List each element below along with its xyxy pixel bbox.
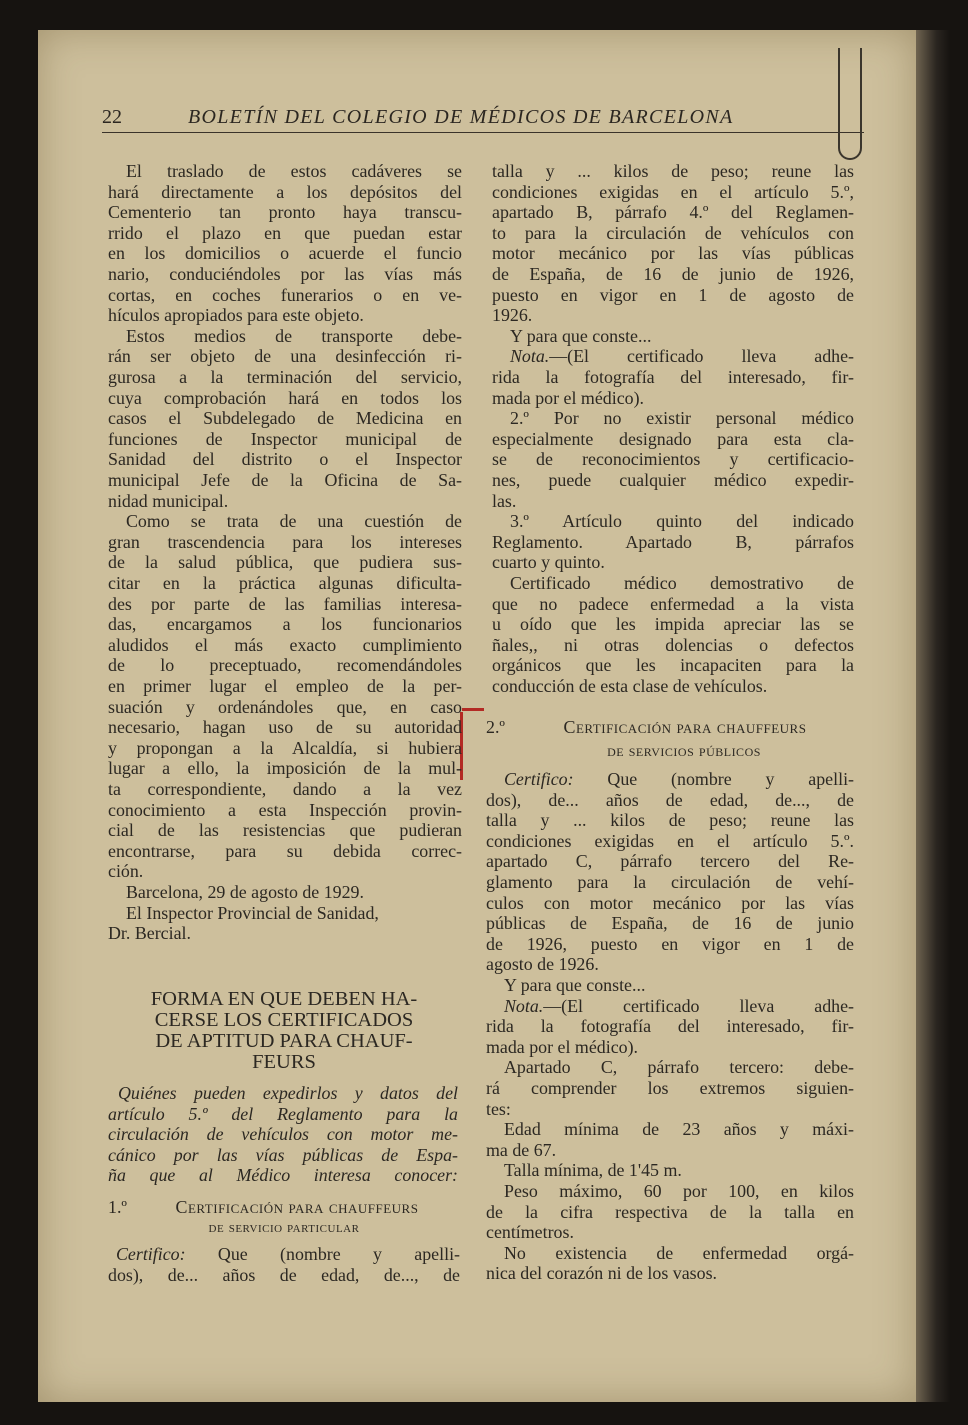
heading-line: DE APTITUD PARA CHAUF- <box>155 1030 413 1052</box>
page-number: 22 <box>102 106 122 128</box>
text-line: ñales,, ni otras dolencias o defectos <box>492 634 854 655</box>
text-line: puesto en vigor en 1 de agosto de <box>492 284 854 305</box>
heading-line: FORMA EN QUE DEBEN HA- <box>150 988 418 1010</box>
text-line: agosto de 1926. <box>486 954 599 975</box>
text-line: especialmente designado para esta cla- <box>492 428 854 449</box>
text-line: Como se trata de una cuestión de <box>126 511 462 532</box>
text-line: citar en la práctica algunas dificulta- <box>108 573 462 593</box>
heading-line: CERSE LOS CERTIFICADOS <box>154 1009 414 1031</box>
text-line: No existencia de enfermedad orgá- <box>504 1242 854 1263</box>
text-line: rrido el plazo en que puedan estar <box>108 222 462 243</box>
text-line: municipal Jefe de la Oficina de Sa- <box>108 470 462 490</box>
binding-edge <box>916 30 950 1402</box>
text-line: El Inspector Provincial de Sanidad, <box>126 902 379 923</box>
intro-line: cánico por las vías públicas de Espa- <box>108 1144 458 1165</box>
text-line: orgánicos que les incapaciten para la <box>492 655 854 676</box>
text-line: ma de 67. <box>486 1139 557 1160</box>
text-line: Y para que conste... <box>510 325 652 346</box>
text-line: Y para que conste... <box>504 975 646 995</box>
text-line: u oído que les impida apreciar las se <box>492 614 854 635</box>
text-line: Barcelona, 29 de agosto de 1929. <box>126 882 364 902</box>
text-line: condiciones exigidas en el artículo 5.º. <box>486 830 854 851</box>
pencil-mark <box>838 48 862 160</box>
text-line: que no padece enfermedad a la vista <box>492 593 854 614</box>
text-line: cial de las resistencias que pudieran <box>108 820 462 841</box>
text-line: se de reconocimientos y certificacio- <box>492 449 854 470</box>
text-line: talla y ... kilos de peso; reune las <box>486 810 854 831</box>
text-line: cortas, en coches funerarios o en ve- <box>108 284 462 305</box>
text-line: en los domicilios o acuerde el funcio <box>108 243 462 264</box>
text-line: nidad municipal. <box>108 490 229 511</box>
text-line: encontrarse, para su debida correc- <box>108 840 462 861</box>
section-2-title: Certificación para chauffeurs <box>563 717 807 737</box>
text-line: nes, puede cualquier médico expedir- <box>492 470 854 490</box>
text-line: funciones de Inspector municipal de <box>108 428 462 449</box>
text-line: motor mecánico por las vías públicas <box>492 243 854 264</box>
text-line: El traslado de estos cadáveres se <box>126 161 462 181</box>
intro-line: ña que al Médico interesa conocer: <box>108 1165 458 1186</box>
text-line: rá comprender los extremos siguien- <box>486 1078 854 1098</box>
text-line: de lo preceptuado, recomendándoles <box>108 655 462 676</box>
text-line: de 1926, puesto en vigor en 1 de <box>486 933 854 954</box>
intro-line: artículo 5.º del Reglamento para la <box>108 1103 458 1124</box>
text-line: de la cifra respectiva de la talla en <box>486 1201 854 1222</box>
text-line: rán ser objeto de una desinfección ri- <box>108 346 462 367</box>
text-line: dos), de... años de edad, de..., de <box>108 1265 460 1285</box>
journal-title: BOLETÍN DEL COLEGIO DE MÉDICOS DE BARCELONA <box>188 106 734 128</box>
text-line: Peso máximo, 60 por 100, en kilos <box>504 1181 854 1201</box>
text-line: glamento para la circulación de vehí- <box>486 872 854 892</box>
text-line: apartado C, párrafo tercero del Re- <box>486 851 854 872</box>
header-rule <box>102 132 864 133</box>
text-line: 1926. <box>492 305 533 326</box>
text-line: hará directamente a los depósitos del <box>108 181 462 202</box>
text-line: nica del corazón ni de los vasos. <box>486 1263 718 1284</box>
text-line: ción. <box>108 861 144 882</box>
text-line: las. <box>492 490 517 511</box>
text-line: de la salud pública, que pudiera sus- <box>108 552 462 573</box>
text-line: Estos medios de transporte debe- <box>126 325 462 346</box>
text-line: aludidos el más exacto cumplimiento <box>108 634 462 655</box>
text-line: culos con motor mecánico por las vías <box>486 892 854 913</box>
text-line: Edad mínima de 23 años y máxi- <box>504 1119 854 1140</box>
text-line: mada por el médico). <box>492 387 645 408</box>
text-line: talla y ... kilos de peso; reune las <box>492 161 854 181</box>
text-line: necesario, hagan uso de su autoridad <box>108 717 462 738</box>
text-line: nario, conduciéndoles por las vías más <box>108 264 462 284</box>
section-1-title: Certificación para chauffeurs <box>175 1197 419 1217</box>
heading-line: FEURS <box>252 1051 316 1073</box>
text-line: conducción de esta clase de vehículos. <box>492 676 768 696</box>
text-line: Cementerio tan pronto haya transcu- <box>108 202 462 223</box>
text-line: Certifico: Que (nombre y apelli- <box>116 1244 460 1264</box>
text-line: tes: <box>486 1098 511 1119</box>
text-line: centímetros. <box>486 1222 574 1243</box>
text-line: to para la circulación de vehículos con <box>492 222 854 243</box>
text-line: gurosa a la terminación del servicio, <box>108 367 462 387</box>
text-line: suación y ordenándoles que, en caso <box>108 696 462 717</box>
text-line: hículos apropiados para este objeto. <box>108 305 364 326</box>
text-line: condiciones exigidas en el artículo 5.º, <box>492 181 854 202</box>
section-1-number: 1.º <box>108 1197 127 1217</box>
text-line: das, encargamos a los funcionarios <box>108 614 462 635</box>
text-line: 2.º Por no existir personal médico <box>510 408 854 429</box>
section-2-number: 2.º <box>486 717 505 737</box>
text-line: dos), de... años de edad, de..., de <box>486 789 854 810</box>
text-line: Dr. Bercial. <box>108 923 191 944</box>
text-line: Reglamento. Apartado B, párrafos <box>492 531 854 552</box>
text-line: ta correspondiente, dando a la vez <box>108 779 462 799</box>
text-line: cuya comprobación hará en todos los <box>108 387 462 408</box>
text-line: rida la fotografía del interesado, fir- <box>486 1016 854 1037</box>
text-line: des por parte de las familias interesa- <box>108 593 462 614</box>
intro-line: circulación de vehículos con motor me- <box>108 1124 458 1145</box>
text-line: de España, de 16 de junio de 1926, <box>492 264 854 284</box>
section-1-subtitle: de servicio particular <box>208 1219 360 1236</box>
text-line: públicas de España, de 16 de junio <box>486 913 854 934</box>
section-2-subtitle: de servicios públicos <box>607 741 761 760</box>
text-line: Nota.—(El certificado lleva adhe- <box>504 995 854 1016</box>
red-margin-mark <box>462 708 484 711</box>
text-line: Sanidad del distrito o el Inspector <box>108 449 462 470</box>
text-line: mada por el médico). <box>486 1036 639 1057</box>
text-line: lugar a ello, la imposición de la mul- <box>108 758 462 779</box>
text-line: Certificado médico demostrativo de <box>510 573 854 593</box>
text-line: Certifico: Que (nombre y apelli- <box>504 769 854 789</box>
text-line: en primer lugar el empleo de la per- <box>108 676 462 696</box>
text-line: Talla mínima, de 1'45 m. <box>504 1160 682 1181</box>
text-line: 3.º Artículo quinto del indicado <box>510 511 854 532</box>
text-line: cuarto y quinto. <box>492 552 605 573</box>
text-line: conocimiento a esta Inspección provin- <box>108 799 462 820</box>
text-line: y propongan a la Alcaldía, si hubiera <box>108 737 462 758</box>
text-line: casos el Subdelegado de Medicina en <box>108 408 462 429</box>
running-header <box>102 106 862 132</box>
text-line: apartado B, párrafo 4.º del Reglamen- <box>492 202 854 223</box>
text-line: rida la fotografía del interesado, fir- <box>492 367 854 387</box>
intro-line: Quiénes pueden expedirlos y datos del <box>118 1083 458 1103</box>
text-line: gran trascendencia para los intereses <box>108 531 462 552</box>
text-line: Apartado C, párrafo tercero: debe- <box>504 1057 854 1078</box>
text-line: Nota.—(El certificado lleva adhe- <box>510 346 854 367</box>
